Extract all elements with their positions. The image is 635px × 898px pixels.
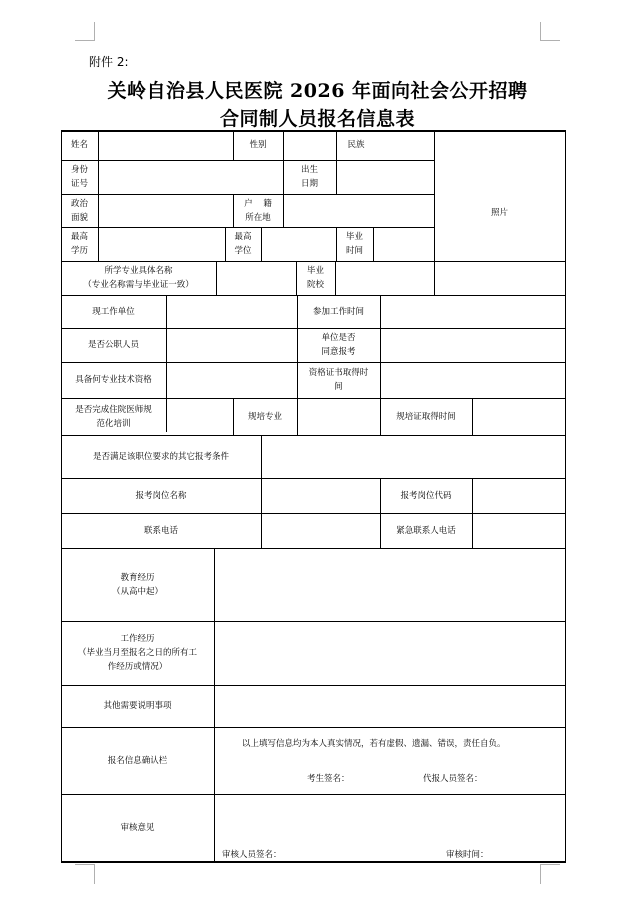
col-line — [283, 194, 284, 227]
col-line — [261, 227, 262, 261]
label-gender: 性别 — [249, 140, 267, 150]
crop-mark-top-right-v — [540, 22, 541, 41]
label-confirmation: 报名信息确认栏 — [107, 755, 168, 766]
crop-mark-top-left-h — [75, 40, 95, 41]
label-highest-degree — [225, 227, 261, 261]
label-hukou — [233, 194, 283, 227]
label-highest-degree-line2: 学位 — [234, 246, 252, 256]
label-highest-edu-line2: 学历 — [70, 246, 88, 256]
col-line — [166, 295, 167, 432]
label-id-line1: 身份 — [70, 165, 88, 175]
confirmation-statement: 以上填写信息均为本人真实情况，若有虚假、遗漏、错误，责任自负。 — [242, 739, 506, 749]
label-work-history — [61, 621, 214, 685]
label-current-employer: 现工作单位 — [92, 306, 135, 317]
crop-mark-bottom-right-h — [540, 864, 560, 865]
label-other-notes: 其他需要说明事项 — [103, 701, 172, 711]
label-residency-line2: 范化培训 — [96, 418, 131, 429]
label-work-history-line3: 作经历或情况） — [107, 662, 168, 672]
label-education-line1: 教育经历 — [120, 572, 155, 583]
label-major-line1: 所学专业具体名称 — [104, 266, 173, 276]
label-school — [296, 261, 335, 295]
label-birth-line1: 出生 — [300, 165, 318, 175]
label-qualification: 具备何专业技术资格 — [75, 375, 152, 385]
label-birth-line2: 日期 — [300, 179, 318, 189]
label-name: 姓名 — [70, 140, 88, 150]
label-civil-servant: 是否公职人员 — [87, 340, 139, 350]
form-title-line2: 合同制人员报名信息表 — [219, 108, 415, 130]
attachment-label: 附件 2: — [89, 55, 129, 69]
reviewer-signature-label: 审核人员签名： — [222, 850, 282, 860]
label-qual-cert-time — [297, 362, 380, 398]
row-line — [61, 160, 434, 161]
col-line — [283, 130, 284, 160]
label-highest-education — [61, 227, 98, 261]
label-qual-cert-time-line1: 资格证书取得时 — [308, 368, 369, 378]
label-major-line2: （专业名称需与毕业证一致） — [83, 280, 194, 290]
label-review: 审核意见 — [120, 823, 155, 833]
form-title-line1: 关岭自治县人民医院 2026 年面向社会公开招聘 — [107, 80, 528, 102]
agent-signature-label: 代报人员签名： — [423, 774, 483, 784]
crop-mark-bottom-left-h — [75, 864, 95, 865]
col-line — [472, 478, 473, 548]
label-employer-consent — [297, 328, 380, 362]
candidate-signature-label: 考生签名： — [307, 774, 350, 784]
label-grad-time-line2: 时间 — [345, 246, 363, 256]
crop-mark-top-right-h — [540, 40, 560, 41]
label-school-line2: 院校 — [306, 280, 324, 290]
label-position-name: 报考岗位名称 — [135, 490, 187, 501]
col-line — [335, 261, 336, 295]
table-border-right — [565, 130, 566, 863]
label-residency-cert-time: 规培证取得时间 — [396, 411, 456, 422]
label-education-line2: （从高中起） — [111, 586, 163, 597]
label-employer-consent-line1: 单位是否 — [321, 333, 356, 343]
label-position-code: 报考岗位代码 — [400, 490, 452, 501]
crop-mark-top-left-v — [94, 22, 95, 41]
label-emergency-phone: 紧急联系人电话 — [396, 525, 456, 536]
label-id-number — [61, 160, 98, 194]
crop-mark-bottom-right-v — [540, 864, 541, 884]
label-hukou-line2: 所在地 — [245, 212, 271, 223]
crop-mark-bottom-left-v — [94, 864, 95, 884]
label-ethnicity: 民族 — [347, 140, 365, 150]
col-line — [380, 295, 381, 398]
label-photo: 照片 — [490, 207, 508, 218]
label-birth-date — [283, 160, 336, 194]
label-highest-edu-line1: 最高 — [70, 232, 88, 242]
label-graduation-time — [336, 227, 373, 261]
label-qual-cert-time-line2: 间 — [334, 382, 343, 392]
col-line — [261, 478, 262, 548]
label-work-history-line2: （毕业当月至报名之日的所有工 — [77, 648, 197, 658]
label-political-line2: 面貌 — [70, 212, 88, 223]
label-id-line2: 证号 — [70, 179, 88, 189]
label-hukou-line1: 户 籍 — [244, 198, 272, 209]
label-work-history-line1: 工作经历 — [120, 634, 155, 644]
review-time-label: 审核时间： — [446, 850, 489, 860]
col-line — [216, 261, 217, 295]
label-highest-degree-line1: 最高 — [234, 232, 252, 242]
label-other-conditions: 是否满足该职位要求的其它报考条件 — [92, 451, 229, 462]
col-line — [373, 227, 374, 261]
label-political-line1: 政治 — [70, 198, 88, 209]
col-line — [261, 435, 262, 478]
label-residency-line1: 是否完成住院医师规 — [75, 404, 152, 415]
label-grad-time-line1: 毕业 — [345, 232, 363, 242]
registration-form-table — [61, 130, 566, 862]
label-political-status — [61, 194, 98, 227]
col-line — [214, 548, 215, 862]
col-line — [297, 398, 298, 435]
label-major — [61, 261, 216, 295]
label-school-line1: 毕业 — [306, 266, 324, 276]
label-employer-consent-line2: 同意报考 — [321, 347, 356, 357]
label-residency-major: 规培专业 — [247, 411, 282, 422]
label-residency-training — [61, 398, 166, 435]
col-line — [98, 130, 99, 261]
label-education-history — [61, 548, 214, 621]
label-work-start: 参加工作时间 — [312, 306, 364, 317]
col-line — [336, 160, 337, 194]
label-phone: 联系电话 — [143, 525, 178, 536]
col-line — [472, 398, 473, 435]
